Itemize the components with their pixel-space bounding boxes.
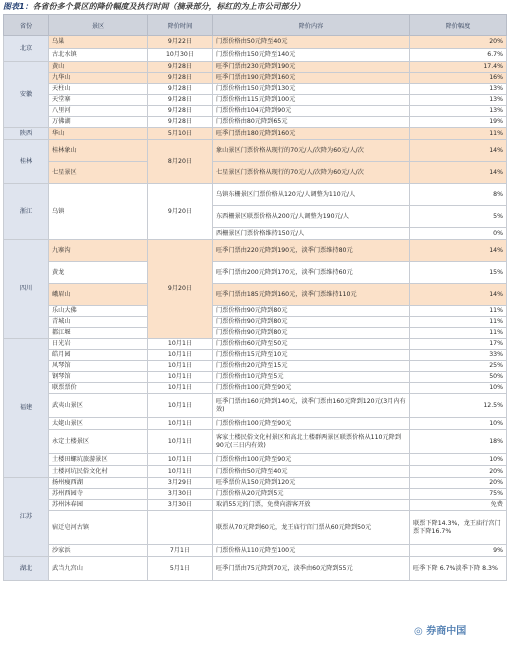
content-cell: 旺季门票由160元降到140元，淡季门票由160元降到120元(3月内有效) — [213, 394, 410, 418]
date-cell: 10月30日 — [148, 49, 213, 62]
spot-cell: 宿迁皂河古镇 — [49, 511, 148, 545]
rate-cell: 14% — [410, 240, 507, 262]
date-cell: 3月30日 — [148, 489, 213, 500]
content-cell: 联票从70元降到60元，龙王庙行宫门票从60元降到50元 — [213, 511, 410, 545]
rate-cell: 5% — [410, 206, 507, 228]
table-row — [4, 478, 507, 489]
table-row — [4, 383, 507, 394]
table-row — [4, 262, 507, 284]
date-cell: 9月28日 — [148, 84, 213, 95]
spot-cell: 武夷山景区 — [49, 394, 148, 418]
date-cell: 9月28日 — [148, 106, 213, 117]
content-cell: 西栅景区门票价格维持150元/人 — [213, 228, 410, 240]
table-row — [4, 317, 507, 328]
content-cell: 门票价格从110元降至100元 — [213, 545, 410, 557]
table-row — [4, 106, 507, 117]
table-row — [4, 140, 507, 162]
spot-cell: 沙家浜 — [49, 545, 148, 557]
date-cell: 9月28日 — [148, 62, 213, 73]
content-cell: 门票价格由104元降到90元 — [213, 106, 410, 117]
header-rate: 降价幅度 — [410, 15, 507, 36]
date-cell: 10月1日 — [148, 350, 213, 361]
table-row — [4, 372, 507, 383]
rate-cell: 0% — [410, 228, 507, 240]
rate-cell: 14% — [410, 140, 507, 162]
date-cell: 10月1日 — [148, 372, 213, 383]
content-cell: 客家土楼民俗文化村景区和高北土楼群两景区联票价格从110元降到90元(三日内有效) — [213, 430, 410, 454]
date-cell: 3月29日 — [148, 478, 213, 489]
header-date: 降价时间 — [148, 15, 213, 36]
rate-cell: 13% — [410, 106, 507, 117]
table-row — [4, 361, 507, 372]
rate-cell: 11% — [410, 306, 507, 317]
spot-cell: 天柱山 — [49, 84, 148, 95]
rate-cell: 17% — [410, 339, 507, 350]
date-cell: 10月1日 — [148, 418, 213, 430]
spot-cell: 乌镇 — [49, 184, 148, 240]
spot-cell: 天堂寨 — [49, 95, 148, 106]
spot-cell: 黄龙 — [49, 262, 148, 284]
content-cell: 旺季门票由220元降到190元，淡季门票维持80元 — [213, 240, 410, 262]
price-cut-table — [3, 14, 507, 581]
content-cell: 门票价格由100元降至90元 — [213, 454, 410, 466]
table-row — [4, 328, 507, 339]
content-cell: 门票价格由50元降至40元 — [213, 36, 410, 49]
content-cell: 旺季门票由200元降到170元，淡季门票维持60元 — [213, 262, 410, 284]
rate-cell: 10% — [410, 418, 507, 430]
table-row — [4, 240, 507, 262]
header-scenic-spot: 景区 — [49, 15, 148, 36]
table-row — [4, 84, 507, 95]
content-cell: 旺季门票由190元降到160元 — [213, 73, 410, 84]
content-cell: 门票价格由15元降至10元 — [213, 350, 410, 361]
province-cell: 陕西 — [4, 128, 49, 140]
content-cell: 门票价格由100元降至90元 — [213, 418, 410, 430]
date-cell: 10月1日 — [148, 394, 213, 418]
rate-cell: 12.5% — [410, 394, 507, 418]
rate-cell: 25% — [410, 361, 507, 372]
table-row — [4, 557, 507, 581]
rate-cell: 9% — [410, 545, 507, 557]
table-row — [4, 418, 507, 430]
rate-cell: 17.4% — [410, 62, 507, 73]
spot-cell: 乌巢 — [49, 36, 148, 49]
content-cell: 象山景区门票价格从现行的70元/人/次降为60元/人/次 — [213, 140, 410, 162]
table-row — [4, 511, 507, 545]
table-row — [4, 430, 507, 454]
spot-cell: 土楼河坑民俗文化村 — [49, 466, 148, 478]
table-row — [4, 339, 507, 350]
spot-cell: 皓月园 — [49, 350, 148, 361]
date-cell: 10月1日 — [148, 454, 213, 466]
date-cell: 9月20日 — [148, 184, 213, 240]
province-cell: 北京 — [4, 36, 49, 62]
rate-cell: 15% — [410, 262, 507, 284]
content-cell: 门票价格由90元降到80元 — [213, 306, 410, 317]
spot-cell: 桂林象山 — [49, 140, 148, 162]
rate-cell: 75% — [410, 489, 507, 500]
spot-cell: 万佛湖 — [49, 117, 148, 128]
spot-cell: 九华山 — [49, 73, 148, 84]
spot-cell: 风琴馆 — [49, 361, 148, 372]
content-cell: 门票价格由90元降到80元 — [213, 317, 410, 328]
rate-cell: 11% — [410, 317, 507, 328]
date-cell: 8月20日 — [148, 140, 213, 184]
rate-cell: 50% — [410, 372, 507, 383]
spot-cell: 都江堰 — [49, 328, 148, 339]
rate-cell: 8% — [410, 184, 507, 206]
spot-cell: 古北水镇 — [49, 49, 148, 62]
date-cell: 10月1日 — [148, 466, 213, 478]
rate-cell: 联票下降14.3%，龙王庙行宫门票下降16.7% — [410, 511, 507, 545]
rate-cell: 18% — [410, 430, 507, 454]
watermark-text: 券商中国 — [426, 626, 467, 637]
date-cell: 10月1日 — [148, 430, 213, 454]
table-row — [4, 117, 507, 128]
province-cell: 江苏 — [4, 478, 49, 557]
spot-cell: 联票票价 — [49, 383, 148, 394]
content-cell: 门票价格由90元降到80元 — [213, 328, 410, 339]
rate-cell: 11% — [410, 328, 507, 339]
content-cell: 门票价格由50元降至40元 — [213, 466, 410, 478]
date-cell: 10月1日 — [148, 361, 213, 372]
spot-cell: 九寨沟 — [49, 240, 148, 262]
spot-cell: 七星景区 — [49, 162, 148, 184]
spot-cell: 太姥山景区 — [49, 418, 148, 430]
table-row — [4, 500, 507, 511]
date-cell: 5月1日 — [148, 557, 213, 581]
province-cell: 浙江 — [4, 184, 49, 240]
rate-cell: 6.7% — [410, 49, 507, 62]
table-row — [4, 128, 507, 140]
spot-cell: 扬州瘦西湖 — [49, 478, 148, 489]
rate-cell: 33% — [410, 350, 507, 361]
rate-cell: 旺季下降 6.7%淡季下降 8.3% — [410, 557, 507, 581]
spot-cell: 永定土楼景区 — [49, 430, 148, 454]
spot-cell: 钢琴馆 — [49, 372, 148, 383]
table-row — [4, 73, 507, 84]
content-cell: 东西栅景区联票价格从200元/人调整为190元/人 — [213, 206, 410, 228]
content-cell: 门票价格由60元降至50元 — [213, 339, 410, 350]
content-cell: 门票价格由10元降至5元 — [213, 372, 410, 383]
date-cell: 10月1日 — [148, 383, 213, 394]
rate-cell: 20% — [410, 478, 507, 489]
table-row — [4, 306, 507, 317]
date-cell — [148, 511, 213, 545]
spot-cell: 乐山大佛 — [49, 306, 148, 317]
spot-cell: 华山 — [49, 128, 148, 140]
content-cell: 旺季票价从150元降到120元 — [213, 478, 410, 489]
table-row — [4, 95, 507, 106]
content-cell: 乌镇东栅景区门票价格从120元/人调整为110元/人 — [213, 184, 410, 206]
header-content: 降价内容 — [213, 15, 410, 36]
rate-cell: 19% — [410, 117, 507, 128]
province-cell: 福建 — [4, 339, 49, 478]
content-cell: 旺季门票由230元降到190元 — [213, 62, 410, 73]
date-cell: 9月28日 — [148, 95, 213, 106]
date-cell: 7月1日 — [148, 545, 213, 557]
content-cell: 旺季门票由180元降到160元 — [213, 128, 410, 140]
table-row — [4, 350, 507, 361]
table-row — [4, 62, 507, 73]
spot-cell: 苏州西园寺 — [49, 489, 148, 500]
rate-cell: 20% — [410, 36, 507, 49]
table-row — [4, 184, 507, 206]
figure-title-lead: 图表1： — [3, 2, 33, 11]
watermark-logo — [414, 622, 466, 637]
rate-cell: 13% — [410, 95, 507, 106]
date-cell: 9月28日 — [148, 117, 213, 128]
figure-title — [3, 0, 508, 14]
content-cell: 门票价格由150元降至140元 — [213, 49, 410, 62]
province-cell: 湖北 — [4, 557, 49, 581]
content-cell: 门票价格从20元降到5元 — [213, 489, 410, 500]
content-cell: 门票价格由20元降至15元 — [213, 361, 410, 372]
content-cell: 取消55元的门票，免费向游客开放 — [213, 500, 410, 511]
rate-cell: 14% — [410, 284, 507, 306]
spot-cell: 土楼田螺坑旅游景区 — [49, 454, 148, 466]
content-cell: 七星景区门票价格从现行的70元/人/次降为60元/人/次 — [213, 162, 410, 184]
header-province: 省份 — [4, 15, 49, 36]
rate-cell: 16% — [410, 73, 507, 84]
rate-cell: 10% — [410, 454, 507, 466]
content-cell: 门票价格由115元降到100元 — [213, 95, 410, 106]
province-cell: 四川 — [4, 240, 49, 339]
table-row — [4, 489, 507, 500]
table-row — [4, 36, 507, 49]
content-cell: 门票价格由80元降到65元 — [213, 117, 410, 128]
table-row — [4, 454, 507, 466]
rate-cell: 免费 — [410, 500, 507, 511]
date-cell: 9月20日 — [148, 240, 213, 339]
content-cell: 门票价格由150元降到130元 — [213, 84, 410, 95]
spot-cell: 苏州沐春园 — [49, 500, 148, 511]
date-cell: 9月28日 — [148, 73, 213, 84]
wechat-icon: ◎ — [414, 626, 423, 637]
table-row — [4, 284, 507, 306]
province-cell: 安徽 — [4, 62, 49, 128]
rate-cell: 20% — [410, 466, 507, 478]
content-cell: 旺季门票由75元降到70元，淡季由60元降到55元 — [213, 557, 410, 581]
table-row — [4, 162, 507, 184]
rate-cell: 13% — [410, 84, 507, 95]
table-row — [4, 394, 507, 418]
figure-title-text: 各省份多个景区的降价幅度及执行时间（摘录部分，标红的为上市公司部分） — [32, 2, 305, 11]
province-cell: 桂林 — [4, 140, 49, 184]
spot-cell: 八里河 — [49, 106, 148, 117]
date-cell: 3月30日 — [148, 500, 213, 511]
spot-cell: 日光岩 — [49, 339, 148, 350]
spot-cell: 黄山 — [49, 62, 148, 73]
spot-cell: 青城山 — [49, 317, 148, 328]
rate-cell: 11% — [410, 128, 507, 140]
content-cell: 门票价格由100元降至90元 — [213, 383, 410, 394]
date-cell: 10月1日 — [148, 339, 213, 350]
spot-cell: 峨眉山 — [49, 284, 148, 306]
table-header-row — [4, 15, 507, 36]
date-cell: 9月22日 — [148, 36, 213, 49]
table-row — [4, 49, 507, 62]
rate-cell: 10% — [410, 383, 507, 394]
content-cell: 旺季门票由185元降到160元，淡季门票维持110元 — [213, 284, 410, 306]
table-row — [4, 545, 507, 557]
rate-cell: 14% — [410, 162, 507, 184]
date-cell: 5月10日 — [148, 128, 213, 140]
spot-cell: 武当九宫山 — [49, 557, 148, 581]
table-row — [4, 466, 507, 478]
